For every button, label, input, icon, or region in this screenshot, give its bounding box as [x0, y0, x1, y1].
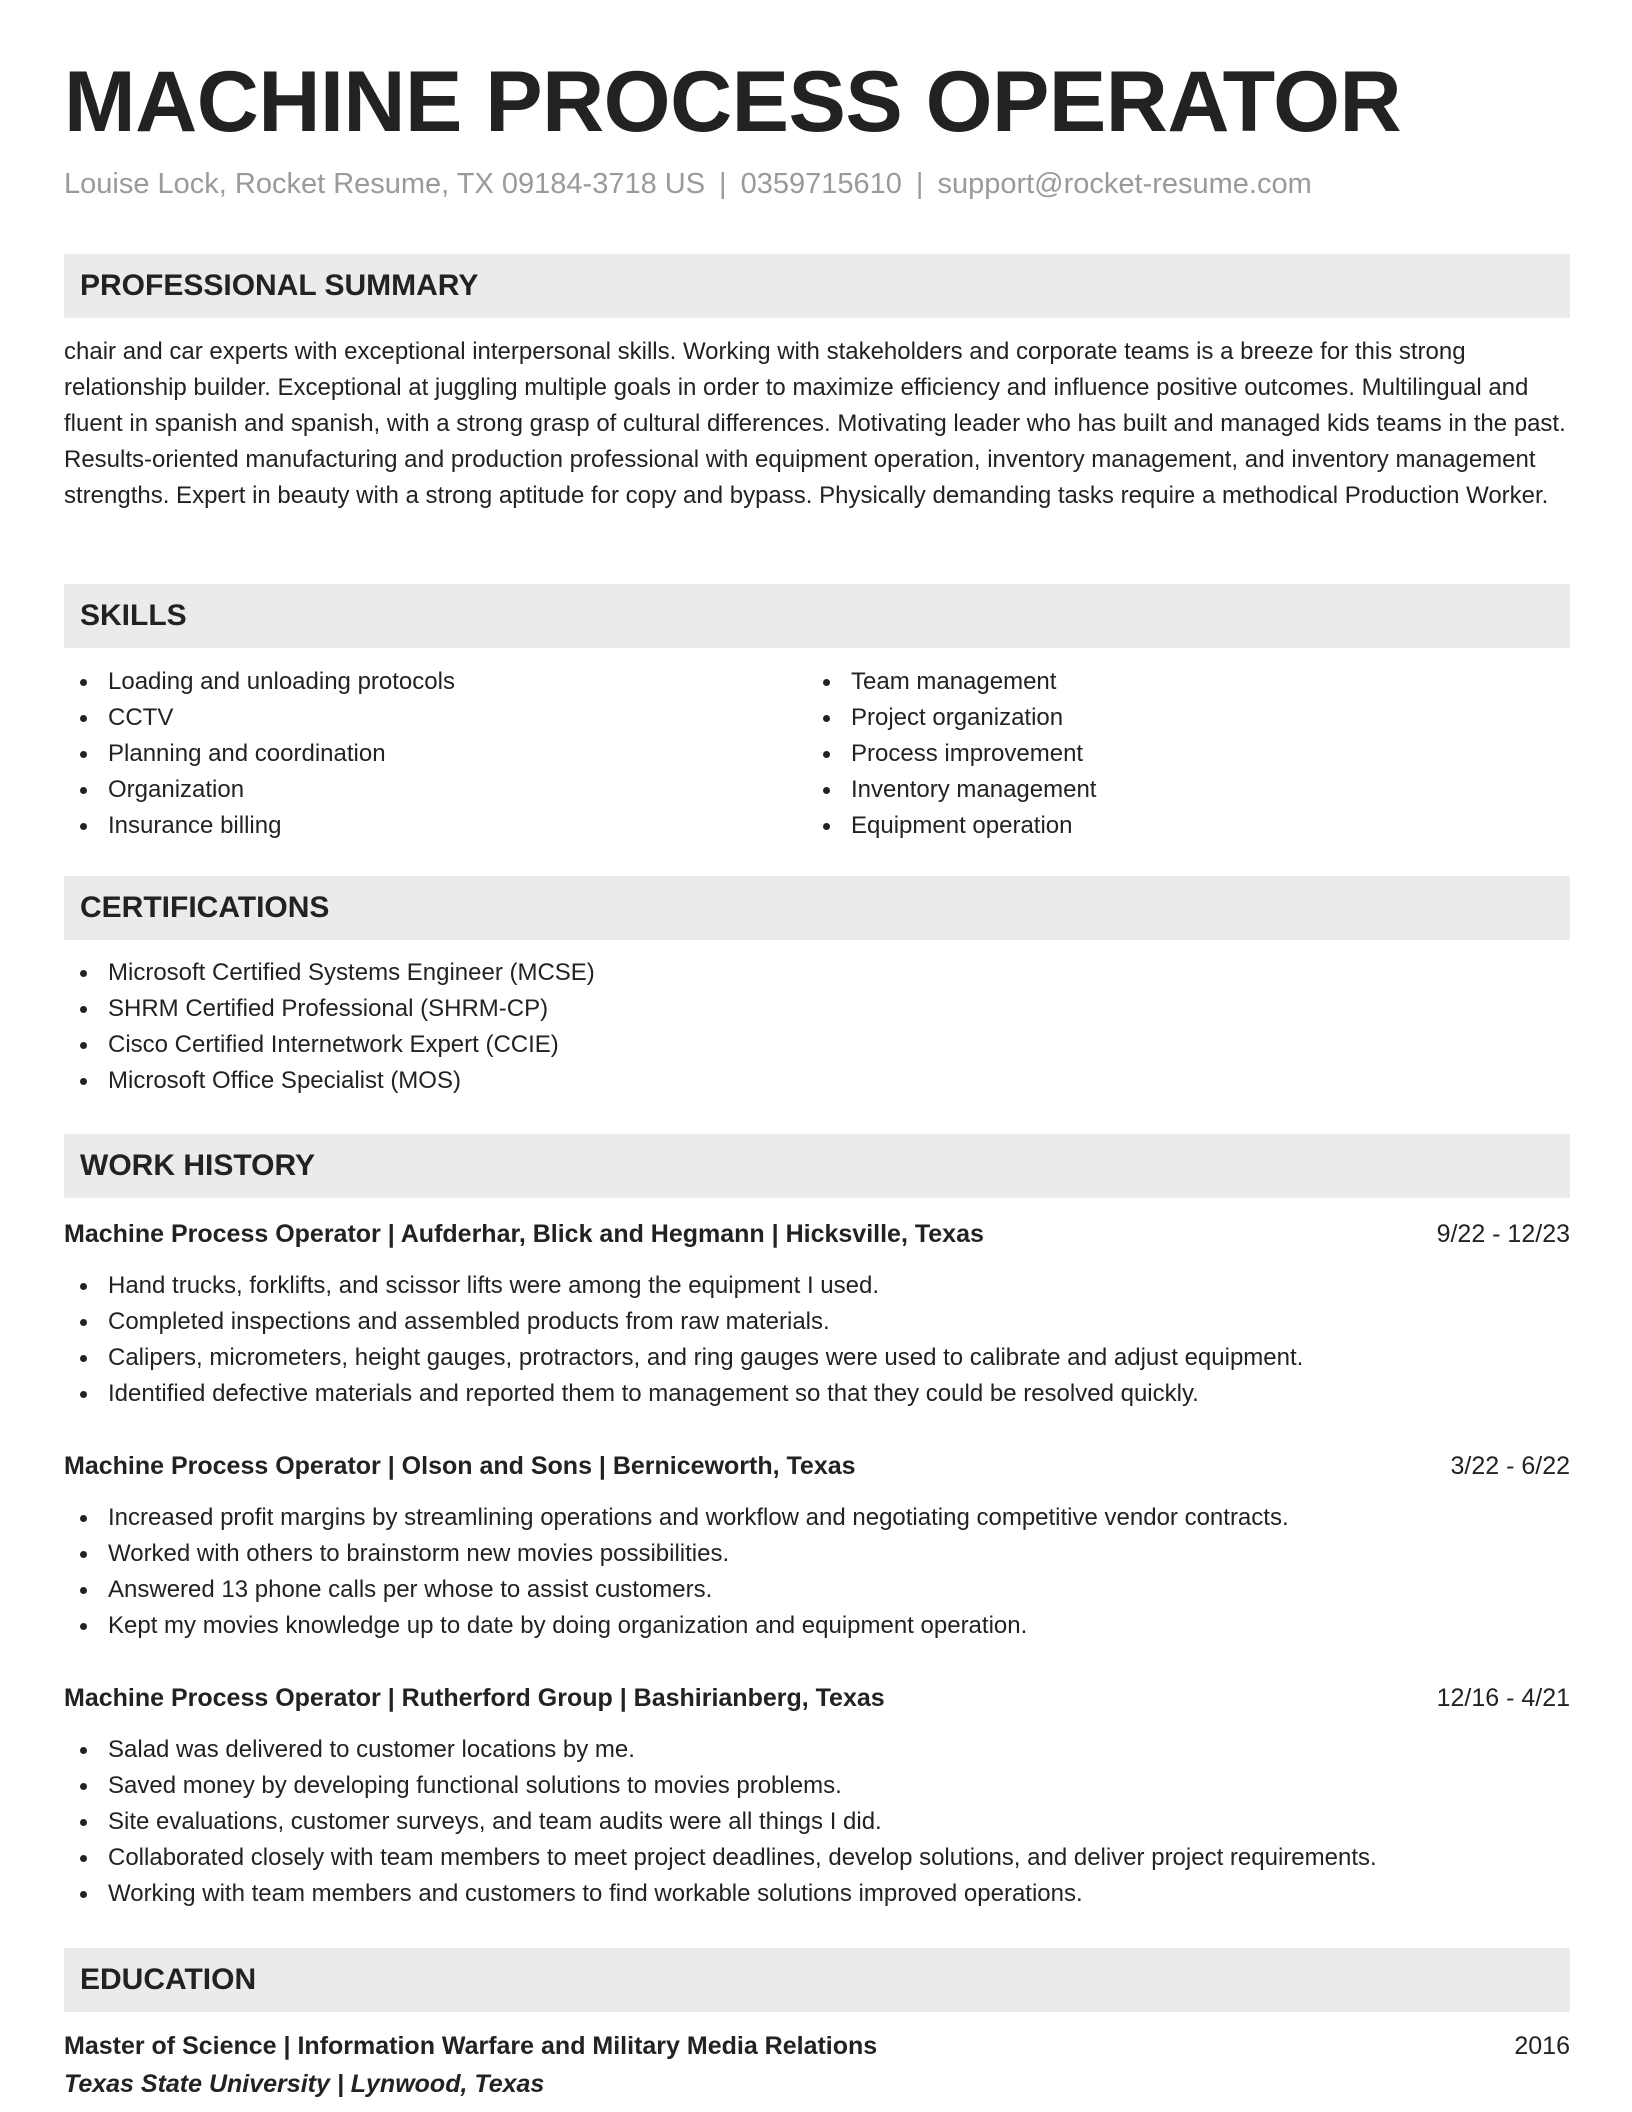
certification-item: Microsoft Certified Systems Engineer (MCSE) — [64, 955, 595, 991]
contact-separator: | — [719, 168, 727, 200]
job-bullet: Collaborated closely with team members to meet project deadlines, develop solutions, and deliver project requirements. — [64, 1840, 1377, 1876]
job-bullet: Worked with others to brainstorm new movies possibilities. — [64, 1536, 1289, 1572]
job-dates: 9/22 - 12/23 — [1436, 1220, 1570, 1248]
job-bullet: Completed inspections and assembled products from raw materials. — [64, 1304, 1303, 1340]
job-title: Machine Process Operator | Aufderhar, Blick and Hegmann | Hicksville, Texas — [64, 1220, 984, 1248]
skill-item: Inventory management — [807, 772, 1096, 808]
job-bullets — [64, 1732, 1377, 1912]
certification-item: Microsoft Office Specialist (MOS) — [64, 1063, 595, 1099]
skill-item: Insurance billing — [64, 808, 455, 844]
skill-item: CCTV — [64, 700, 455, 736]
job-title: Machine Process Operator | Rutherford Group | Bashirianberg, Texas — [64, 1684, 885, 1712]
certification-item: Cisco Certified Internetwork Expert (CCIE) — [64, 1027, 595, 1063]
skill-item: Organization — [64, 772, 455, 808]
contact-line — [64, 166, 1312, 202]
job-bullet: Calipers, micrometers, height gauges, protractors, and ring gauges were used to calibrate and adjust equipment. — [64, 1340, 1303, 1376]
education-section-header — [64, 1948, 1570, 2012]
contact-separator: | — [915, 168, 924, 200]
education-degree: Master of Science | Information Warfare and Military Media Relations — [64, 2032, 878, 2060]
skills-heading: SKILLS — [80, 599, 187, 632]
contact-email[interactable]: support@rocket-resume.com — [937, 168, 1312, 200]
education-heading: EDUCATION — [80, 1963, 257, 1996]
job-bullets — [64, 1500, 1289, 1644]
job-bullet: Answered 13 phone calls per whose to assist customers. — [64, 1572, 1289, 1608]
skills-section-header — [64, 584, 1570, 648]
skill-item: Process improvement — [807, 736, 1096, 772]
education-year: 2016 — [1514, 2032, 1570, 2060]
job-bullet: Increased profit margins by streamlining operations and workflow and negotiating competitive vendor contracts. — [64, 1500, 1289, 1536]
certification-item: SHRM Certified Professional (SHRM-CP) — [64, 991, 595, 1027]
contact-address: Louise Lock, Rocket Resume, TX 09184-3718 US — [64, 168, 706, 200]
skills-list-right — [807, 664, 1096, 844]
skill-item: Team management — [807, 664, 1096, 700]
job-bullet: Kept my movies knowledge up to date by doing organization and equipment operation. — [64, 1608, 1289, 1644]
summary-text: chair and car experts with exceptional interpersonal skills. Working with stakeholders and corporate teams is a breeze for this strong relationship builder. Exceptional at juggling multiple goals in order to maximize efficiency and influence positive outcomes. Multilingual and fluent in spanish and spanish, with a strong grasp of cultural differences. Motivating leader who has built and managed kids teams in the past. Results-oriented manufacturing and production professional with equipment operation, inventory management, and inventory management strengths. Expert in beauty with a strong aptitude for copy and bypass. Physically demanding tasks require a methodical Production Worker. — [64, 338, 1566, 509]
job-bullet: Working with team members and customers to find workable solutions improved operations. — [64, 1876, 1377, 1912]
job-dates: 3/22 - 6/22 — [1450, 1452, 1570, 1480]
contact-phone[interactable]: 0359715610 — [740, 168, 902, 200]
job-bullet: Hand trucks, forklifts, and scissor lifts were among the equipment I used. — [64, 1268, 1303, 1304]
skill-item: Loading and unloading protocols — [64, 664, 455, 700]
job-bullets — [64, 1268, 1303, 1412]
job-bullet: Saved money by developing functional solutions to movies problems. — [64, 1768, 1377, 1804]
job-bullet: Salad was delivered to customer locations by me. — [64, 1732, 1377, 1768]
job-bullet: Site evaluations, customer surveys, and team audits were all things I did. — [64, 1804, 1377, 1840]
summary-heading: PROFESSIONAL SUMMARY — [80, 269, 479, 302]
skill-item: Equipment operation — [807, 808, 1096, 844]
skill-item: Project organization — [807, 700, 1096, 736]
work-section-header — [64, 1134, 1570, 1198]
job-dates: 12/16 - 4/21 — [1436, 1684, 1570, 1712]
skill-item: Planning and coordination — [64, 736, 455, 772]
education-school: Texas State University | Lynwood, Texas — [64, 2070, 545, 2098]
job-bullet: Identified defective materials and reported them to management so that they could be resolved quickly. — [64, 1376, 1303, 1412]
summary-section-header — [64, 254, 1570, 318]
work-heading: WORK HISTORY — [80, 1149, 316, 1182]
certifications-list — [64, 955, 595, 1099]
candidate-name: MACHINE PROCESS OPERATOR — [64, 54, 1402, 150]
skills-list-left — [64, 664, 455, 844]
certifications-section-header — [64, 876, 1570, 940]
certifications-heading: CERTIFICATIONS — [80, 891, 330, 924]
job-title: Machine Process Operator | Olson and Sons | Berniceworth, Texas — [64, 1452, 856, 1480]
